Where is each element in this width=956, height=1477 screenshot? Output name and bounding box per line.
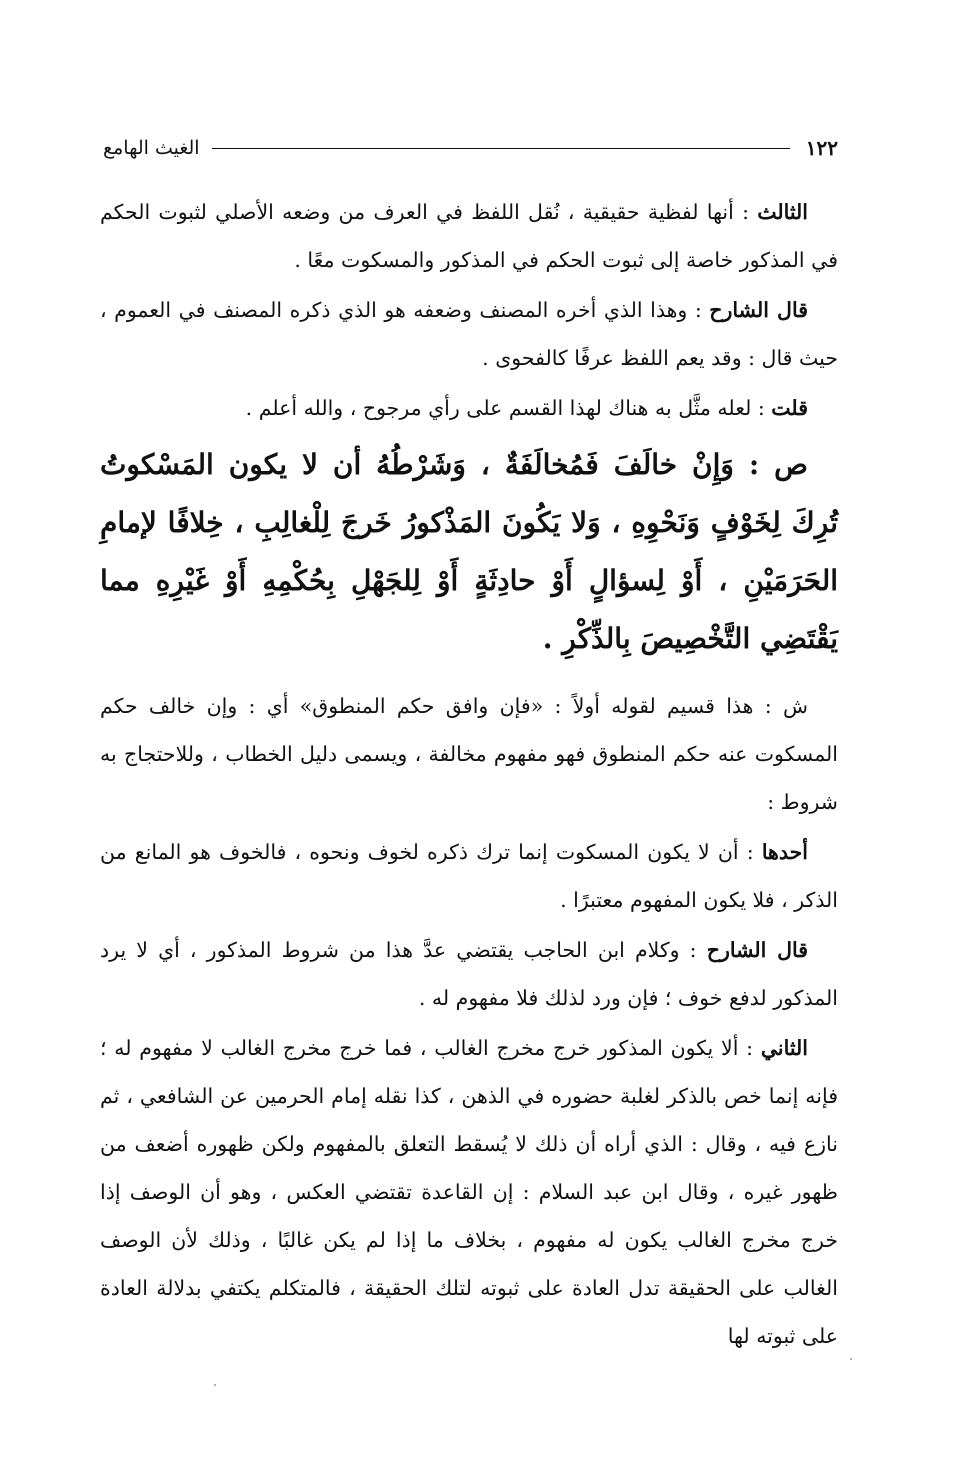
paragraph-qultu xyxy=(100,384,838,432)
paragraph-lead: الثاني xyxy=(760,1036,808,1060)
matn-text: ص : وَإِنْ خالَفَ فَمُخالَفَةٌ ، وَشَرْطُهُ أن لا يكون المَسْكوتُ تُرِكَ لِخَوْفٍ وَنَحْوِهِ ، وَلا يَكُونَ المَذْكورُ خَرجَ لِلْغالِبِ ، خِلافًا لإمامِ الحَرَمَيْنِ ، أَوْ لِسؤالٍ أَوْ حادِثَةٍ أَوْ لِلجَهْلِ بِحُكْمِهِ أَوْ غَيْرِهِ مما يَقْتَضِي التَّخْصِيصَ بِالذِّكْرِ . xyxy=(100,448,838,655)
running-title: الغيث الهامع xyxy=(103,137,200,159)
paragraph-text: : لعله مثَّل به هناك لهذا القسم على رأي مرجوح ، والله أعلم . xyxy=(245,396,772,420)
paragraph-text: : وكلام ابن الحاجب يقتضي عدَّ هذا من شروط المذكور ، أي لا يرد المذكور لدفع خوف ؛ فإن ورد لذلك فلا مفهوم له . xyxy=(100,938,838,1010)
paragraph-text: : أن لا يكون المسكوت إنما ترك ذكره لخوف ونحوه ، فالخوف هو المانع من الذكر ، فلا يكون المفهوم معتبرًا . xyxy=(100,840,838,912)
paragraph-lead: قال الشارح xyxy=(709,298,809,322)
sharh-second-condition xyxy=(100,1024,838,1360)
paragraph-text: : ألا يكون المذكور خرج مخرج الغالب ، فما خرج مخرج الغالب لا مفهوم له ؛ فإنه إنما خص بالذكر لغلبة حضوره في الذهن ، كذا نقله إمام الحرمين عن الشافعي ، ثم نازع فيه ، وقال : الذي أراه أن ذلك لا يُسقط التعلق بالمفهوم ولكن ظهوره أضعف من ظهور غيره ، وقال ابن عبد السلام : إن القاعدة تقتضي العكس ، وهو أن الوصف إذا خرج مخرج الغالب يكون له مفهوم ، بخلاف ما إذا لم يكن غالبًا ، وذلك لأن الوصف الغالب على الحقيقة تدل العادة على ثبوته لتلك الحقيقة ، فالمتكلم يكتفي بدلالة العادة على ثبوته لها xyxy=(100,1036,838,1348)
sharh-sharih-note xyxy=(100,926,838,1022)
sharh-first-condition xyxy=(100,828,838,924)
page-number: ١٢٢ xyxy=(805,136,838,160)
paragraph-lead: قال الشارح xyxy=(706,938,809,962)
header-rule xyxy=(212,148,790,149)
scan-speck xyxy=(850,1358,852,1360)
main-text xyxy=(100,188,838,1362)
paragraph-lead: قلت xyxy=(771,396,808,420)
sharh-intro xyxy=(100,682,838,826)
paragraph-third xyxy=(100,188,838,284)
scan-speck xyxy=(214,1384,216,1386)
paragraph-text: : وهذا الذي أخره المصنف وضعفه هو الذي ذكره المصنف في العموم ، حيث قال : وقد يعم اللفظ عرفًا كالفحوى . xyxy=(100,298,838,370)
paragraph-text: ش : هذا قسيم لقوله أولاً : «فإن وافق حكم المنطوق» أي : وإن خالف حكم المسكوت عنه حكم المنطوق فهو مفهوم مخالفة ، ويسمى دليل الخطاب ، وللاحتجاج به شروط : xyxy=(100,694,838,814)
paragraph-text: : أنها لفظية حقيقية ، نُقل اللفظ في العرف من وضعه الأصلي لثبوت الحكم في المذكور خاصة إلى ثبوت الحكم في المذكور والمسكوت معًا . xyxy=(100,200,838,272)
page-header xyxy=(103,130,838,166)
paragraph-sharih xyxy=(100,286,838,382)
paragraph-lead: أحدها xyxy=(761,840,808,864)
paragraph-lead: الثالث xyxy=(757,200,808,224)
